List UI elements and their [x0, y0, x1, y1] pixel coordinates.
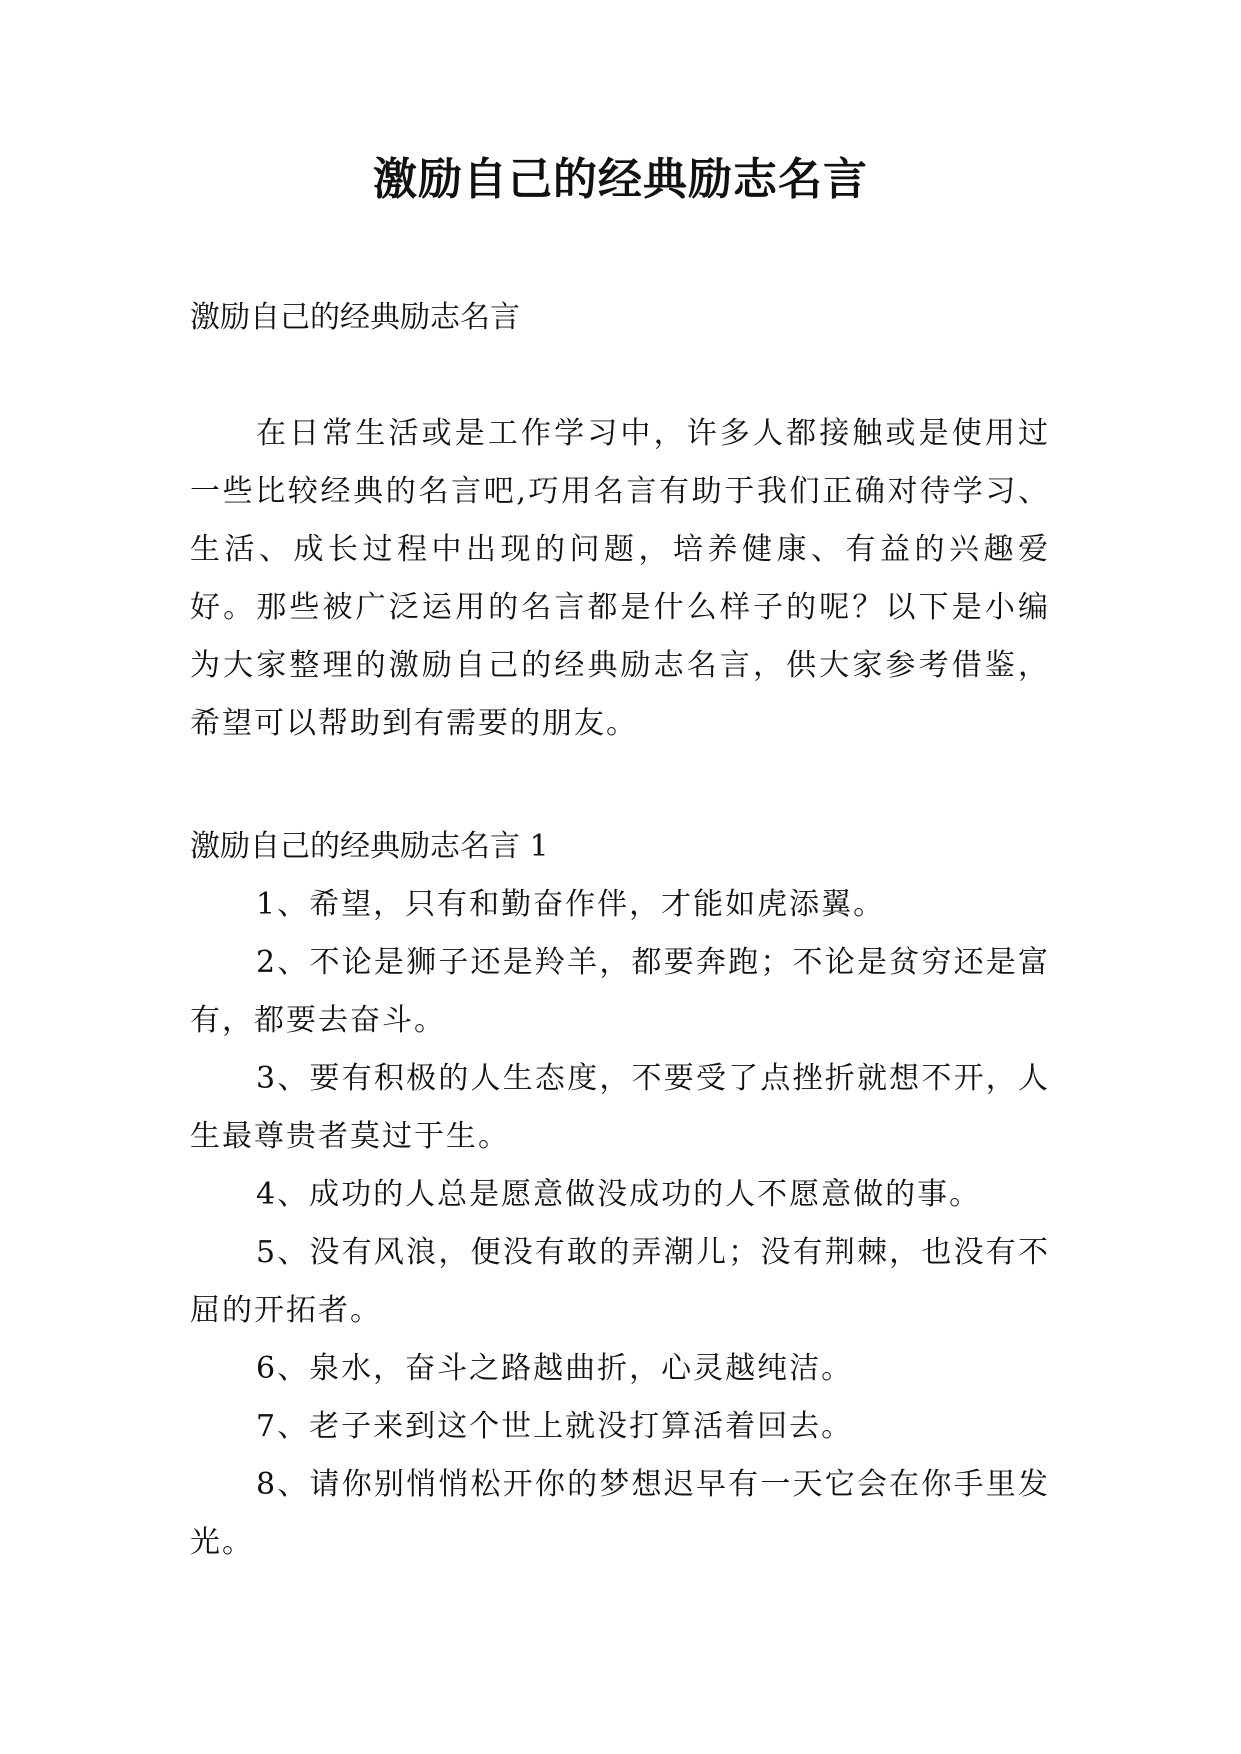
document-title: 激励自己的经典励志名言	[373, 154, 868, 205]
quote-item: 5、没有风浪，便没有敢的弄潮儿；没有荆棘，也没有不屈的开拓者。	[190, 1235, 1050, 1328]
section-heading: 激励自己的经典励志名言 1	[190, 829, 549, 864]
quote-list	[190, 876, 1050, 1572]
quote-item: 1、希望，只有和勤奋作伴，才能如虎添翼。	[256, 887, 886, 922]
quote-item: 2、不论是狮子还是羚羊，都要奔跑；不论是贫穷还是富有，都要去奋斗。	[190, 945, 1050, 1038]
intro-paragraph: 在日常生活或是工作学习中，许多人都接触或是使用过一些比较经典的名言吧,巧用名言有助于我们正确对待学习、生活、成长过程中出现的问题，培养健康、有益的兴趣爱好。那些被广泛运用的名言都是什么样子的呢？以下是小编为大家整理的激励自己的经典励志名言，供大家参考借鉴，希望可以帮助到有需要的朋友。	[190, 416, 1050, 741]
quote-item: 6、泉水，奋斗之路越曲折，心灵越纯洁。	[256, 1351, 854, 1386]
quote-item: 4、成功的人总是愿意做没成功的人不愿意做的事。	[256, 1177, 982, 1212]
quote-item: 3、要有积极的人生态度，不要受了点挫折就想不开，人生最尊贵者莫过于生。	[190, 1061, 1050, 1154]
quote-item: 8、请你别悄悄松开你的梦想迟早有一天它会在你手里发光。	[190, 1467, 1050, 1560]
quote-item: 7、老子来到这个世上就没打算活着回去。	[256, 1409, 854, 1444]
document-subtitle: 激励自己的经典励志名言	[190, 300, 520, 335]
